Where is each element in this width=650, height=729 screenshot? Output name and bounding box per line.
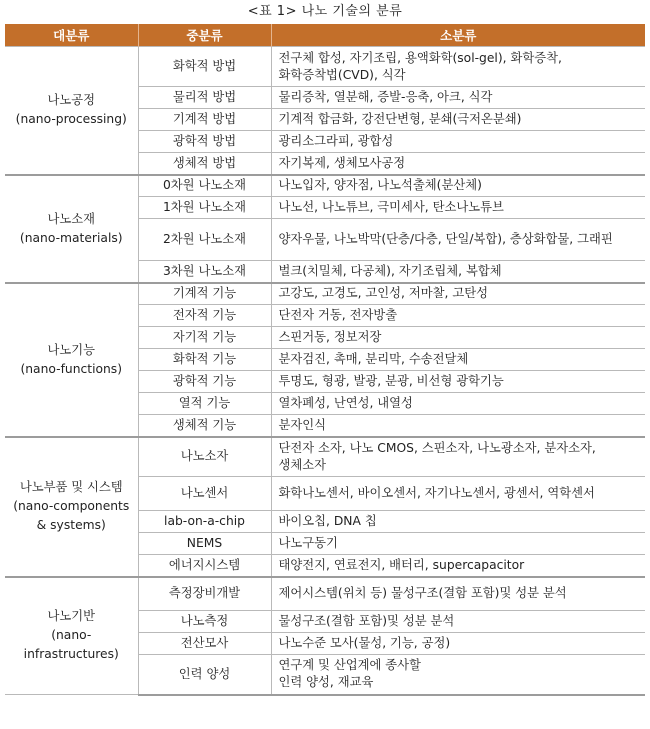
minor-category-text: 전구체 합성, 자기조립, 용액화학(sol-gel), 화학증착, [278,50,562,65]
minor-category-text: 물리증착, 열분해, 증발-응축, 아크, 식각 [278,90,493,104]
minor-category-text: 스핀거동, 정보저장 [278,330,382,344]
minor-category-cell [271,175,645,197]
minor-category-text: 나노수준 모사(물성, 기능, 공정) [278,636,451,650]
minor-category-cell [271,533,645,555]
minor-category-text: 분자검진, 촉매, 분리막, 수송전달체 [278,352,469,366]
major-category-name: 나노공정 [47,93,95,108]
minor-category-text: 제어시스템(위치 등) 물성구조(결함 포함)및 성분 분석 [278,586,567,601]
major-category-cell [5,437,138,577]
minor-category-text: 광리소그라피, 광합성 [278,134,394,148]
middle-category-cell: 자기적 기능 [138,327,271,349]
minor-category-text: 양자우물, 나노박막(단층/다층, 단일/복합), 층상화합물, 그래핀 [278,232,613,246]
major-category-english: (nano-components & systems) [13,499,130,532]
classification-table [5,24,645,696]
middle-category-cell: 전자적 기능 [138,305,271,327]
minor-category-cell [271,327,645,349]
minor-category-text: 벌크(치밀체, 다공체), 자기조립체, 복합체 [278,263,502,278]
minor-category-cell [271,87,645,109]
middle-category-cell: 열적 기능 [138,393,271,415]
minor-category-text: 나노구동기 [278,536,338,550]
minor-category-cell [271,555,645,577]
middle-category-cell: 나노센서 [138,477,271,511]
major-category-name: 나노기능 [47,342,95,357]
middle-category-cell: lab-on-a-chip [138,511,271,533]
major-category-english: (nano-functions) [20,361,123,376]
minor-category-text: 열차폐성, 난연성, 내열성 [278,396,413,410]
major-category-name: 나노기반 [47,609,95,624]
minor-category-text: 생체소자 [278,457,327,472]
middle-category-cell: 3차원 나노소재 [138,261,271,283]
table-row [5,283,645,305]
minor-category-cell [271,305,645,327]
table-row [5,175,645,197]
minor-category-cell [271,131,645,153]
minor-category-cell [271,655,645,695]
header-minor: 소분류 [271,24,645,47]
minor-category-cell [271,511,645,533]
minor-category-text: 자기복제, 생체모사공정 [278,155,406,170]
header-middle: 중분류 [138,24,271,47]
minor-category-cell [271,371,645,393]
minor-category-cell [271,415,645,437]
middle-category-cell: 전산모사 [138,633,271,655]
middle-category-cell: 생체적 방법 [138,153,271,175]
minor-category-text: 단전자 거동, 전자방출 [278,308,398,322]
minor-category-text: 연구계 및 산업계에 종사할 [278,658,421,673]
middle-category-cell: 광학적 기능 [138,371,271,393]
minor-category-cell [271,577,645,611]
table-body [5,47,645,695]
minor-category-text: 단전자 소자, 나노 CMOS, 스핀소자, 나노광소자, 분자소자, [278,440,596,455]
minor-category-cell [271,611,645,633]
minor-category-text: 나노선, 나노튜브, 극미세사, 탄소나노튜브 [278,200,504,214]
middle-category-cell: 화학적 방법 [138,47,271,87]
major-category-name: 나노부품 및 시스템 [19,480,123,494]
minor-category-text: 바이오칩, DNA 칩 [278,514,377,528]
table-row [5,47,645,87]
middle-category-cell: 측정장비개발 [138,577,271,611]
major-category-name: 나노소재 [47,211,95,226]
minor-category-cell [271,393,645,415]
minor-category-cell [271,219,645,261]
major-category-english: (nano-materials) [19,230,123,245]
minor-category-text: 화학나노센서, 바이오센서, 자기나노센서, 광센서, 역학센서 [278,486,595,500]
major-category-cell [5,175,138,283]
header-major: 대분류 [5,24,138,47]
minor-category-cell [271,283,645,305]
minor-category-cell [271,47,645,87]
minor-category-cell [271,261,645,283]
minor-category-text: 인력 양성, 재교육 [278,675,374,690]
minor-category-text: 태양전지, 연료전지, 배터리, supercapacitor [278,557,525,572]
major-category-cell [5,283,138,437]
major-category-cell [5,47,138,175]
minor-category-text: 화학증착법(CVD), 식각 [278,67,406,82]
table-row [5,577,645,611]
minor-category-cell [271,437,645,477]
minor-category-text: 투명도, 형광, 발광, 분광, 비선형 광학기능 [278,374,504,388]
middle-category-cell: 0차원 나노소재 [138,175,271,197]
minor-category-text: 분자인식 [278,417,327,432]
table-caption: <표 1> 나노 기술의 분류 [247,4,403,19]
major-category-english: (nano-processing) [15,112,127,127]
major-category-english: (nano-infrastructures) [23,628,119,662]
middle-category-cell: 기계적 기능 [138,283,271,305]
minor-category-cell [271,153,645,175]
middle-category-cell: 물리적 방법 [138,87,271,109]
minor-category-cell [271,109,645,131]
minor-category-text: 나노입자, 양자점, 나노석출체(분산체) [278,178,482,193]
middle-category-cell: 기계적 방법 [138,109,271,131]
minor-category-cell [271,349,645,371]
middle-category-cell: NEMS [138,533,271,555]
table-row [5,437,645,477]
minor-category-cell [271,197,645,219]
major-category-cell [5,577,138,695]
middle-category-cell: 생체적 기능 [138,415,271,437]
middle-category-cell: 화학적 기능 [138,349,271,371]
minor-category-text: 물성구조(결함 포함)및 성분 분석 [278,614,455,628]
middle-category-cell: 나노소자 [138,437,271,477]
minor-category-cell [271,477,645,511]
middle-category-cell: 2차원 나노소재 [138,219,271,261]
minor-category-text: 고강도, 고경도, 고인성, 저마찰, 고탄성 [278,286,488,301]
minor-category-cell [271,633,645,655]
middle-category-cell: 광학적 방법 [138,131,271,153]
minor-category-text: 기계적 합금화, 강전단변형, 분쇄(극저온분쇄) [278,112,522,126]
middle-category-cell: 나노측정 [138,611,271,633]
middle-category-cell: 인력 양성 [138,655,271,695]
header-row [5,24,645,47]
middle-category-cell: 에너지시스템 [138,555,271,577]
middle-category-cell: 1차원 나노소재 [138,197,271,219]
